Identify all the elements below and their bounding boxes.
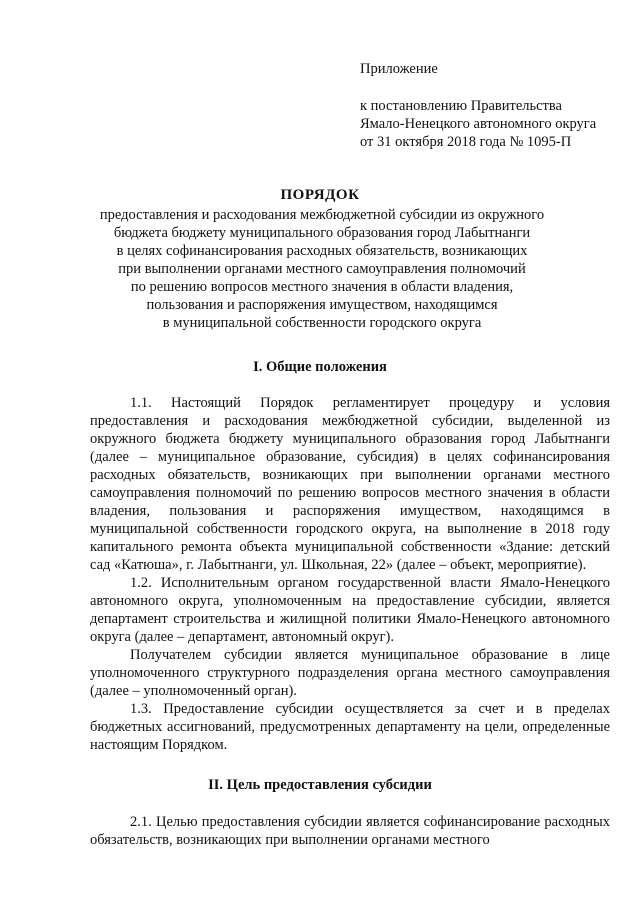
subtitle-line: предоставления и расходования межбюджетной субсидии из окружного — [99, 207, 545, 223]
appendix-gap — [360, 78, 620, 97]
appendix-line-2: Ямало-Ненецкого автономного округа — [360, 116, 597, 132]
document-subtitle — [90, 206, 554, 332]
section-heading-purpose: II. Цель предоставления субсидии — [208, 777, 432, 793]
paragraph-recipient: Получателем субсидии является муниципальное образование в лице уполномоченного структурного подразделения органа местного самоуправления (далее – уполномоченный орган). — [90, 647, 610, 699]
appendix-block — [360, 60, 620, 151]
document-title: ПОРЯДОК — [280, 187, 360, 203]
subtitle-line: в целях софинансирования расходных обязательств, возникающих — [116, 243, 528, 259]
section-heading-general: I. Общие положения — [253, 359, 387, 375]
paragraph-1-1: 1.1. Настоящий Порядок регламентирует процедуру и условия предоставления и расходования межбюджетной субсидии, выделенной из окружного бюджета бюджету муниципального образования город Лабытнанги (далее – муниципальное образование, субсидия) в целях софинансирования расходных обязательств, возникающих при выполнении органами местного самоуправления полномочий по решению вопросов местного значения в области владения, пользования и распоряжения имуществом, находящимся в муниципальной собственности городского округа, на выполнение в 2018 году капитального ремонта объекта муниципальной собственности «Здание: детский сад «Катюша», г. Лабытнанги, ул. Школьная, 22» (далее – объект, мероприятие). — [90, 395, 610, 573]
section-general-body — [90, 394, 610, 754]
paragraph-2-1: 2.1. Целью предоставления субсидии является софинансирование расходных обязательств, возникающих при выполнении органами местного — [90, 814, 610, 848]
subtitle-line: в муниципальной собственности городского округа — [162, 315, 482, 331]
subtitle-line: при выполнении органами местного самоуправления полномочий — [118, 261, 526, 277]
subtitle-line: по решению вопросов местного значения в области владения, — [130, 279, 514, 295]
appendix-line-1: к постановлению Правительства — [360, 98, 562, 114]
paragraph-1-3: 1.3. Предоставление субсидии осуществляется за счет и в пределах бюджетных ассигнований, предусмотренных департаменту на цели, определенные настоящим Порядком. — [90, 701, 610, 753]
paragraph-1-2: 1.2. Исполнительным органом государственной власти Ямало-Ненецкого автономного округа, уполномоченным на предоставление субсидии, является департамент строительства и жилищной политики Ямало-Ненецкого автономного округа (далее – департамент, автономный округ). — [90, 575, 610, 645]
section-purpose-body — [90, 813, 610, 849]
subtitle-line: пользования и распоряжения имуществом, находящимся — [146, 297, 498, 313]
appendix-line-3: от 31 октября 2018 года № 1095-П — [360, 134, 572, 150]
subtitle-line: бюджета бюджету муниципального образования город Лабытнанги — [113, 225, 531, 241]
appendix-label: Приложение — [360, 61, 438, 77]
